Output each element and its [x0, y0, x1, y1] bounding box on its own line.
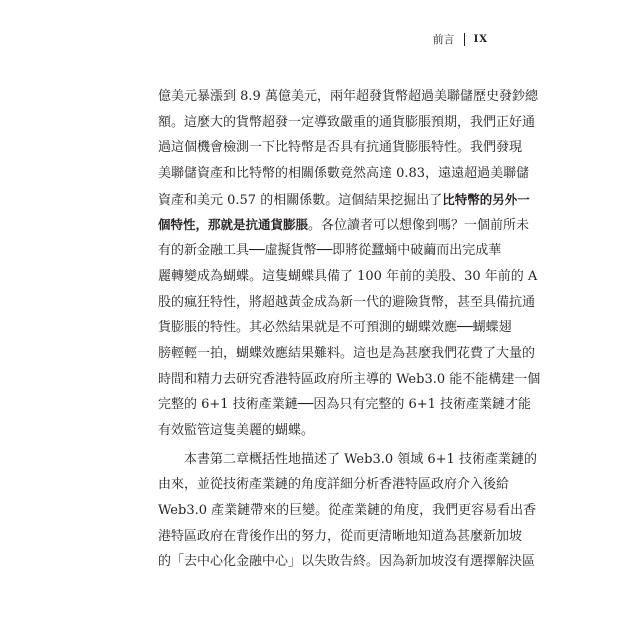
- body-text: [158, 84, 541, 575]
- text-line: 億美元暴漲到 8.9 萬億美元，兩年超發貨幣超過美聯儲歷史發鈔總: [158, 89, 538, 104]
- text-line: Web3.0 產業鏈帶來的巨變。從產業鏈的角度，我們更容易看出香: [158, 503, 537, 518]
- text-line: 港特區政府在背後作出的努力，從而更清晰地知道為甚麼新加坡: [158, 528, 523, 544]
- text-line: 美聯儲資產和比特幣的相關係數竟然高達 0.83，遠遠超過美聯儲: [158, 166, 530, 182]
- text-line: 完整的 6+1 技術產業鏈──因為只有完整的 6+1 技術產業鏈才能: [158, 397, 532, 413]
- page-number: IX: [473, 33, 488, 45]
- text-line: 過這個機會檢測一下比特幣是否具有抗通貨膨脹特性。我們發現: [158, 140, 523, 156]
- running-header: [433, 31, 488, 47]
- text-run: 。各位讀者可以想像到嗎？一個前所未: [308, 218, 530, 234]
- text-line: 時間和精力去研究香港特區政府所主導的 Web3.0 能不能構建一個: [158, 371, 541, 387]
- text-line: 額。這麼大的貨幣超發一定導致嚴重的通貨膨脹預期，我們正好通: [158, 114, 536, 130]
- text-line: 由來，並從技術產業鏈的角度詳細分析香港特區政府介入後給: [158, 477, 510, 493]
- text-line: 本書第二章概括性地描述了 Web3.0 領域 6+1 技術產業鏈的: [184, 451, 537, 467]
- text-line: 的「去中心化金融中心」以失敗告終。因為新加坡沒有選擇解決區: [158, 554, 536, 570]
- text-line: 有效監管這隻美麗的蝴蝶。: [158, 422, 315, 438]
- chapter-title: 前言: [432, 33, 455, 46]
- text-line-mixed: [158, 187, 530, 213]
- text-line: 麗轉變成為蝴蝶。這隻蝴蝶具備了 100 年前的美股、30 年前的 A: [158, 268, 538, 284]
- text-run: 資產和美元 0.57 的相關係數。這個結果挖掘出了: [158, 192, 443, 208]
- text-line-mixed: [158, 212, 530, 238]
- text-line: 股的瘋狂特性，將超越黃金成為新一代的避險貨幣，甚至具備抗通: [158, 294, 536, 310]
- text-line: 有的新金融工具──虛擬貨幣──即將從蠶蛹中破繭而出完成華: [158, 243, 502, 259]
- bold-emphasis: 比特幣的另外一: [442, 191, 530, 207]
- bold-emphasis: 個特性，那就是抗通貨膨脹: [158, 217, 309, 233]
- text-line: 貨膨脹的特性。其必然結果就是不可預測的蝴蝶效應──蝴蝶翅: [158, 320, 512, 336]
- header-divider: [464, 33, 465, 46]
- text-line: 膀輕輕一拍，蝴蝶效應結果難料。這也是為甚麼我們花費了大量的: [158, 345, 536, 361]
